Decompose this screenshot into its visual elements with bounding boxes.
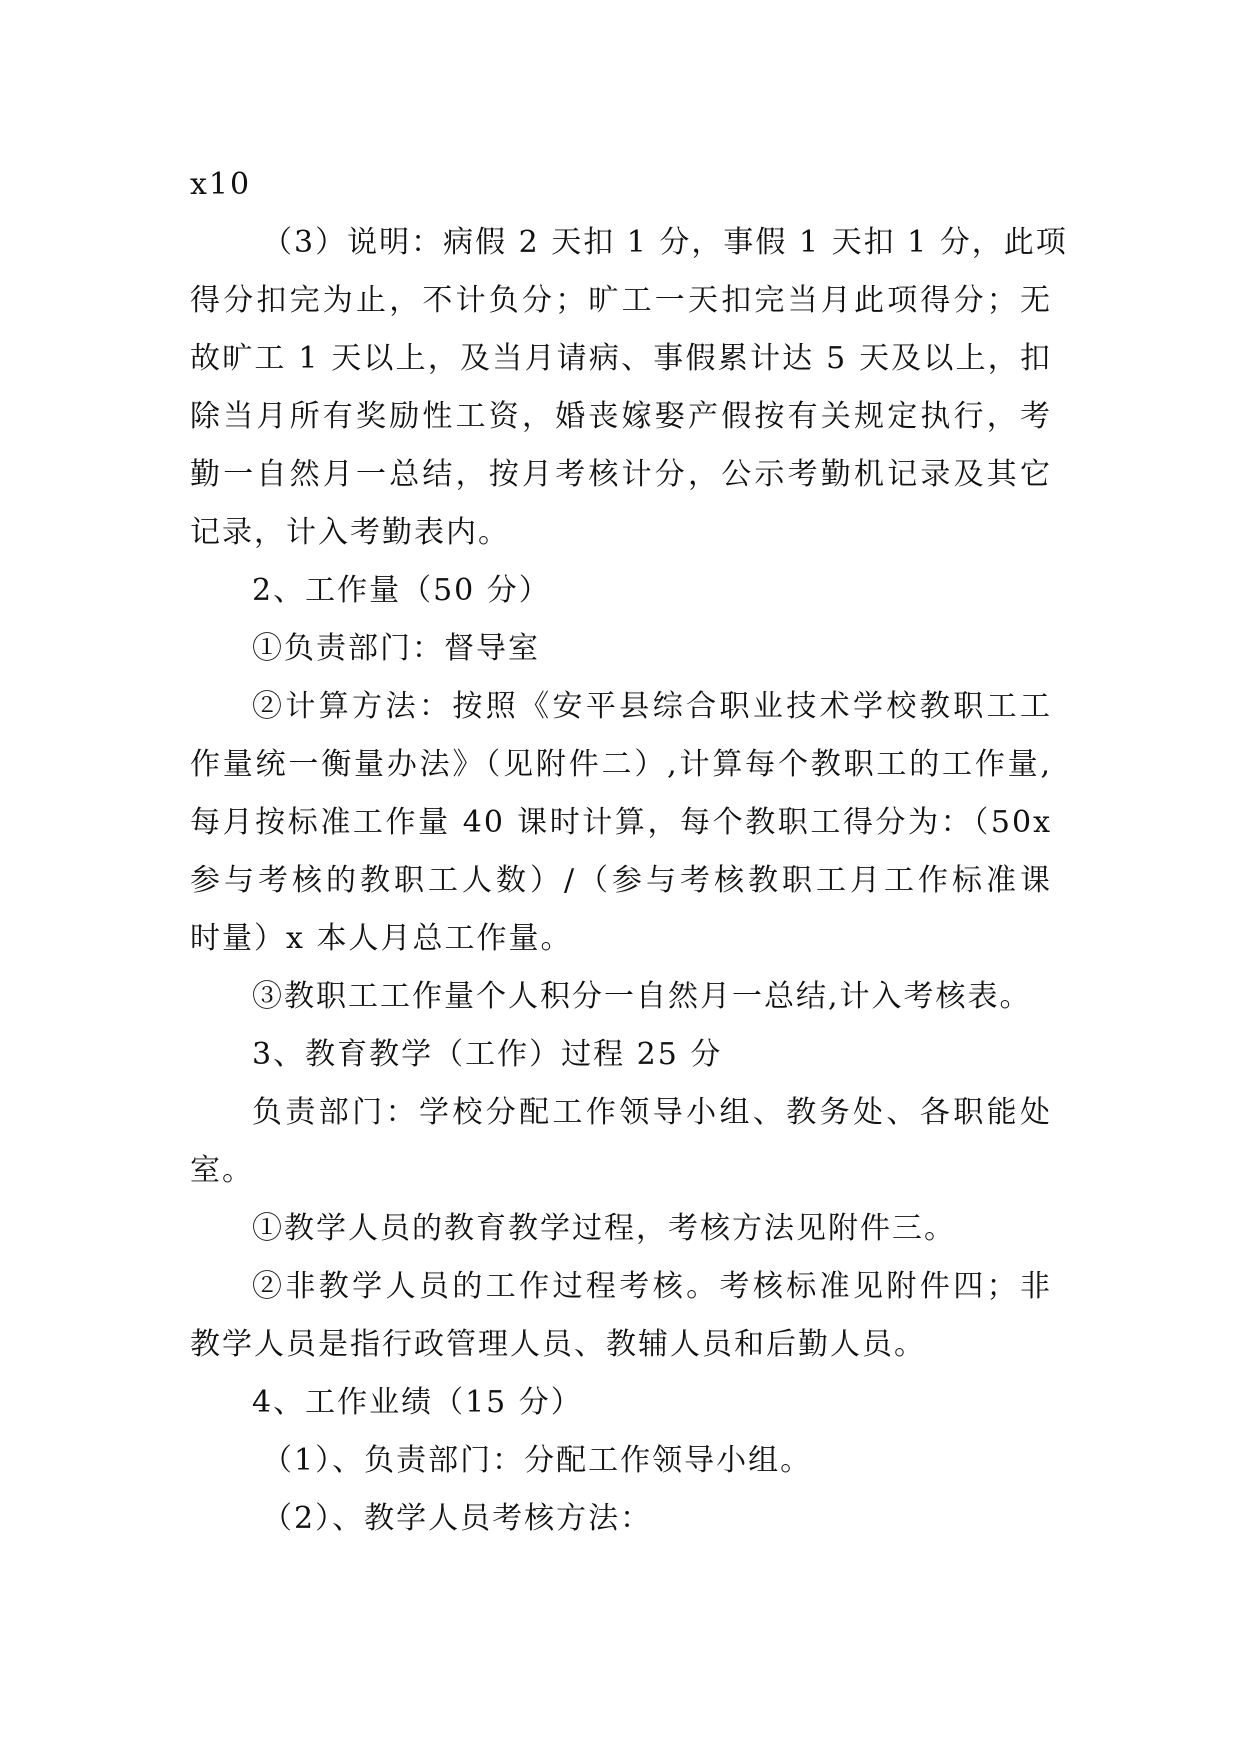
text-line: 除当月所有奖励性工资，婚丧嫁娶产假按有关规定执行，考 [190,399,1052,434]
section-heading-workload: 2、工作量（50 分） [252,573,551,608]
text-line: 教学人员是指行政管理人员、教辅人员和后勤人员。 [190,1327,926,1362]
text-line: 得分扣完为止，不计负分；旷工一天扣完当月此项得分；无 [190,283,1052,318]
text-line: 时量）x 本人月总工作量。 [190,921,573,956]
text-line-workload-summary: ③教职工工作量个人积分一自然月一总结,计入考核表。 [252,979,1032,1014]
section-heading-performance: 4、工作业绩（15 分） [252,1385,583,1420]
text-line: 记录，计入考勤表内。 [190,515,510,550]
text-line-note-sick-leave: （3）说明：病假 2 天扣 1 分，事假 1 天扣 1 分，此项 [262,225,1068,260]
text-line-responsible-dept: 负责部门：学校分配工作领导小组、教务处、各职能处 [252,1095,1052,1130]
text-line: 勤一自然月一总结，按月考核计分，公示考勤机记录及其它 [190,457,1052,492]
text-line-teaching-staff: ①教学人员的教育教学过程，考核方法见附件三。 [252,1211,956,1246]
text-line: 室。 [190,1153,254,1188]
text-line-x10: x10 [190,167,252,202]
text-line: 故旷工 1 天以上，及当月请病、事假累计达 5 天及以上，扣 [190,341,1052,376]
text-line-non-teaching-staff: ②非教学人员的工作过程考核。考核标准见附件四；非 [252,1269,1052,1304]
text-line-assessment-method: （2）、教学人员考核方法： [262,1501,653,1536]
text-line: 每月按标准工作量 40 课时计算，每个教职工得分为：（50x [190,805,1052,840]
text-line-responsible-dept: （1）、负责部门：分配工作领导小组。 [262,1443,813,1478]
text-line: 作量统一衡量办法》（见附件二）,计算每个教职工的工作量, [190,747,1052,782]
text-line: 参与考核的教职工人数）/（参与考核教职工月工作标准课 [190,863,1052,898]
text-line-responsible-dept: ①负责部门：督导室 [252,631,540,666]
text-line-calculation-method: ②计算方法：按照《安平县综合职业技术学校教职工工 [252,689,1052,724]
section-heading-teaching-process: 3、教育教学（工作）过程 25 分 [252,1037,723,1072]
